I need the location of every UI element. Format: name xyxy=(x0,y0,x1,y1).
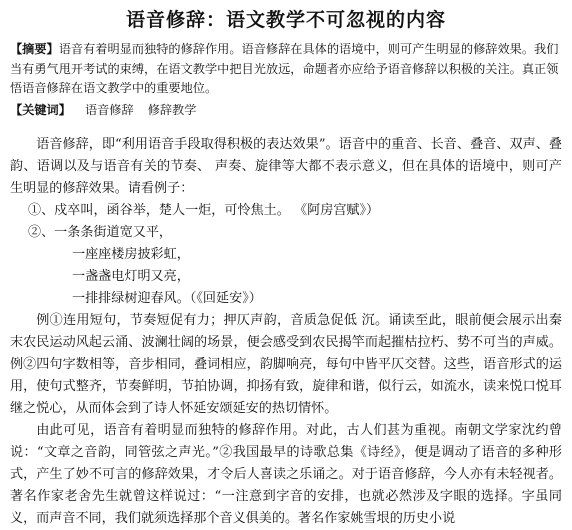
body-paragraph: 例①连用短句，节奏短促有力；押仄声韵，音质急促低 沉。诵读至此，眼前便会展示出秦末农民运动风起云涌、波澜壮阔的场景，便会感受到农民揭竿而起摧枯拉朽、势不可当的声威。例②四句字数相等，音步相同，叠词相应，韵脚响亮，每句中皆平仄交替。这些，语音形式的运用，使句式整齐，节奏鲜明，节拍协调，抑扬有致，旋律和谐，似行云，如流水，读来悦口悦耳继之悦心，从而体会到了诗人怀延安颂延安的热切情怀。 xyxy=(10,313,562,416)
keywords xyxy=(10,101,562,121)
body-paragraph: 语音修辞，即“利用语音手段取得积极的表达效果”。语音中的重音、长音、叠音、双声、叠韵、语调以及与语音有关的节奏、 声奏、旋律等大都不表示意义，但在具体的语境中，则可产生明显的修辞效果。请看例子： xyxy=(10,137,562,196)
body-paragraph: 由此可见，语音有着明显而独特的修辞作用。对此，古人们甚为重视。南朝文学家沈约曾说：“文章之音韵，同管弦之声光。”②我国最早的诗歌总集《诗经》，便是调动了语音的多种形式，产生了妙不可言的修辞效果，才令后人喜读之乐诵之。对于语音修辞，今人亦有未轻视者。著名作家老舍先生就曾这样说过：“一注意到字音的安排，也就必然涉及字眼的选择。字虽同义，而声音不同，我们就须选择那个音义俱美的。著名作家姚雪垠的历史小说 xyxy=(10,423,562,526)
keyword-item: 语音修辞 xyxy=(84,102,134,117)
poem-line: 一排排绿树迎春风。（《回延安》） xyxy=(72,291,262,306)
example-line: ①、戍卒叫，函谷举，楚人一炬，可怜焦土。 《阿房宫赋》） xyxy=(28,203,380,218)
abstract-text: 语音有着明显而独特的修辞作用。语音修辞在具体的语境中，则可产生明显的修辞效果。我们当有勇气甩开考试的束缚，在语文教学中把目光放远，命题者亦应给予语音修辞以积极的关注。真正领悟语音修辞在语文教学中的重要地位。 xyxy=(10,42,559,95)
example-line: ②、一条条街道宽又平， xyxy=(28,225,173,240)
poem-line: 一盏盏电灯明又亮， xyxy=(72,269,190,284)
keywords-tag: 【关键词】 xyxy=(10,102,71,117)
poem-line: 一座座楼房披彩虹， xyxy=(72,247,190,262)
article-body xyxy=(10,134,562,530)
keyword-item: 修辞教学 xyxy=(147,102,197,117)
abstract xyxy=(10,40,562,99)
abstract-tag: 【摘要】 xyxy=(10,42,59,56)
article-title: 语音修辞：语文教学不可忽视的内容 xyxy=(125,9,446,31)
